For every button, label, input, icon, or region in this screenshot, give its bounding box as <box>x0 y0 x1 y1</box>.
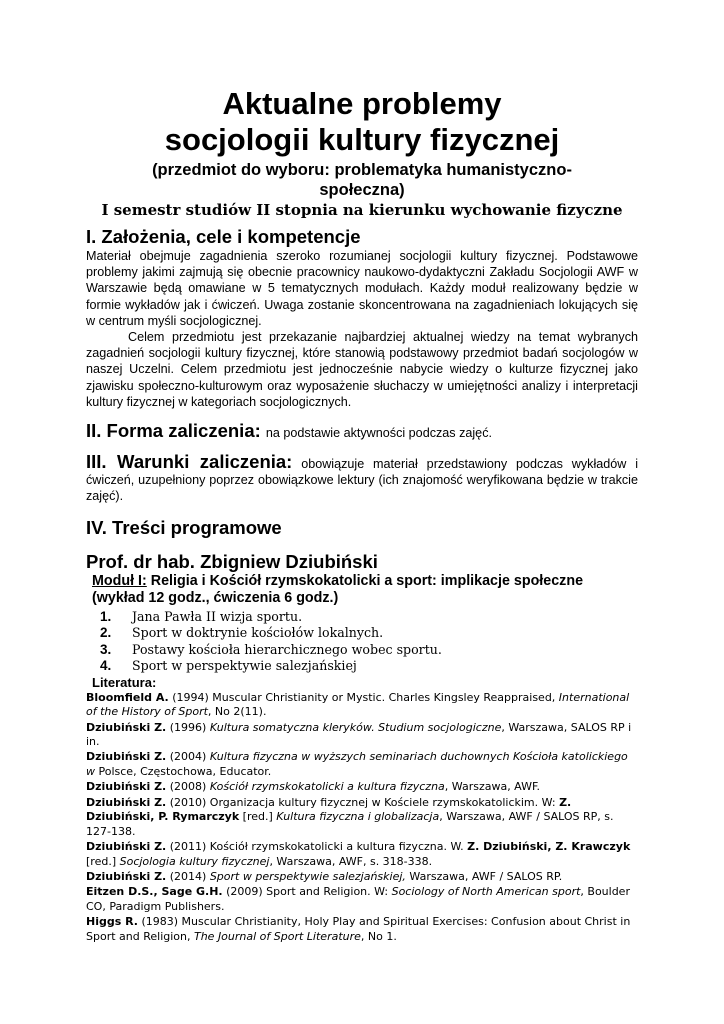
reference-text: Polsce, Częstochowa, Educator. <box>95 765 272 779</box>
topic-number: 4. <box>100 658 112 674</box>
reference-author: Dziubiński Z. <box>86 720 167 734</box>
section-4-heading: IV. Treści programowe <box>86 516 282 538</box>
topic-text: Postawy kościoła hierarchicznego wobec sportu. <box>132 641 442 657</box>
reference-title: Kościół rzymskokatolicki a kultura fizyczna <box>209 780 445 794</box>
reference-title: The Journal of Sport Literature <box>193 929 361 943</box>
topic-list <box>86 609 638 675</box>
module-hours: (wykład 12 godz., ćwiczenia 6 godz.) <box>92 589 339 606</box>
section-3 <box>86 451 638 505</box>
reference-text: (2009) Sport and Religion. W: <box>222 885 392 899</box>
reference-text: (2004) <box>166 750 210 764</box>
topic-text: Jana Pawła II wizja sportu. <box>132 608 303 624</box>
section-1-paragraph-1: Materiał obejmuje zagadnienia szeroko rozumianej socjologii kultury fizycznej. Podstawowe problemy jakimi zajmują się obecnie pracownicy naukowo-dydaktyczni Zakładu Socjologii AWF w Warszawie będą omawiane w 5 tematycznych modułach. Każdy moduł realizowany będzie w formie wykładów jak i ćwiczeń. Uwaga zostanie skoncentrowana na zagadnieniach lokujących się w centrum myśli socjologicznej. <box>86 249 638 328</box>
reference-entry <box>86 870 638 885</box>
reference-text: , No 2(11). <box>207 705 267 719</box>
section-2-text: na podstawie aktywności podczas zajęć. <box>265 426 492 441</box>
reference-title: Sociology of North American sport <box>391 885 581 899</box>
topic-item <box>100 642 638 659</box>
reference-entry <box>86 796 638 840</box>
semester-line: I semestr studiów II stopnia na kierunku wychowanie fizyczne <box>101 201 623 219</box>
reference-entry <box>86 780 638 795</box>
module-title <box>92 573 638 590</box>
reference-author: Dziubiński Z. <box>86 780 167 794</box>
reference-entry <box>86 885 638 914</box>
title-line-2: socjologii kultury fizycznej <box>164 122 560 157</box>
topic-text: Sport w doktrynie kościołów lokalnych. <box>132 625 384 641</box>
reference-author: Higgs R. <box>86 915 138 929</box>
section-2-heading: II. Forma zaliczenia: <box>86 420 261 442</box>
reference-author: Dziubiński Z. <box>86 870 167 884</box>
reference-author: Eitzen D.S., Sage G.H. <box>86 885 223 899</box>
module-label: Moduł I: <box>92 572 147 589</box>
section-1-heading: I. Założenia, cele i kompetencje <box>86 226 361 247</box>
reference-title: Socjologia kultury fizycznej <box>119 854 270 868</box>
reference-text: (2014) <box>166 870 210 884</box>
document-title <box>86 86 638 158</box>
reference-text: [red.] <box>239 810 277 824</box>
reference-entry <box>86 691 638 720</box>
module-name: Religia i Kościół rzymskokatolicki a sport: implikacje społeczne <box>150 572 584 589</box>
topic-number: 1. <box>100 608 112 624</box>
reference-text: , Warszawa, AWF. <box>444 780 541 794</box>
reference-author: Dziubiński Z. <box>86 840 167 854</box>
subtitle-line-2: społeczna) <box>319 181 405 199</box>
topic-text: Sport w perspektywie salezjańskiej <box>132 658 357 674</box>
reference-entry <box>86 915 638 944</box>
author-heading: Prof. dr hab. Zbigniew Dziubiński <box>86 550 378 572</box>
reference-text: (1996) <box>166 720 210 734</box>
topic-item <box>100 625 638 642</box>
reference-text: , No 1. <box>360 929 397 943</box>
reference-list <box>86 691 638 945</box>
reference-text: (2010) Organizacja kultury fizycznej w Kościele rzymskokatolickim. W: <box>166 795 560 809</box>
reference-entry <box>86 721 638 750</box>
reference-title: Kultura fizyczna i globalizacja <box>276 810 440 824</box>
reference-text: , Warszawa, AWF / SALOS RP, s. 127-138. <box>86 810 614 838</box>
section-3-heading: III. Warunki zaliczenia: <box>86 451 293 473</box>
literature-heading: Literatura: <box>92 674 157 690</box>
reference-text: , Boulder CO, Paradigm Publishers. <box>86 885 630 913</box>
reference-entry <box>86 840 638 869</box>
reference-title: Kultura somatyczna kleryków. Studium socjologiczne <box>209 720 502 734</box>
topic-item <box>100 658 638 675</box>
reference-author: Dziubiński Z. <box>86 750 167 764</box>
subtitle <box>86 160 638 200</box>
section-1-paragraph-2: Celem przedmiotu jest przekazanie najbardziej aktualnej wiedzy na temat wybranych zagadnień socjologii kultury fizycznej, które stanowią podstawowy przedmiot badań socjologów w naszej Uczelni. Celem przedmiotu jest jednocześnie nabycie wiedzy o kulturze fizycznej jako zjawisku społeczno-kulturowym oraz wyposażenie słuchaczy w umiejętności analizy i interpretacji kultury fizycznej w kategoriach socjologicznych. <box>86 330 638 409</box>
reference-author: Bloomfield A. <box>86 690 169 704</box>
reference-title: Kultura fizyczna w wyższych seminariach duchownych Kościoła katolickiego w <box>86 750 628 779</box>
topic-item <box>100 609 638 626</box>
reference-text: [red.] <box>86 854 120 868</box>
section-2 <box>86 420 638 442</box>
subtitle-line-1: (przedmiot do wyboru: problematyka humanistyczno- <box>152 161 572 179</box>
reference-text: , Warszawa, SALOS RP i in. <box>86 720 632 749</box>
reference-text: (2008) <box>166 780 210 794</box>
reference-entry <box>86 750 638 779</box>
reference-author: Dziubiński Z. <box>86 795 167 809</box>
reference-text: (1994) Muscular Christianity or Mystic. Charles Kingsley Reappraised, <box>168 690 559 704</box>
reference-title: International of the History of Sport <box>86 690 630 719</box>
reference-text: , Warszawa, AWF, s. 318-338. <box>269 854 433 868</box>
reference-text: (2011) Kościół rzymskokatolicki a kultura fizyczna. W. <box>166 840 468 854</box>
section-3-text: obowiązuje materiał przedstawiony podczas wykładów i ćwiczeń, uzupełniony poprzez obowiązkowe lektury (ich znajomość weryfikowana będzie w trakcie zajęć). <box>86 457 638 504</box>
reference-text: Warszawa, AWF / SALOS RP. <box>405 870 563 884</box>
topic-number: 2. <box>100 625 112 641</box>
reference-editors: Z. Dziubiński, Z. Krawczyk <box>467 840 631 854</box>
document-page <box>86 86 638 945</box>
reference-editors: Z. Dziubiński, P. Rymarczyk <box>86 795 572 824</box>
topic-number: 3. <box>100 641 112 657</box>
reference-text: (1983) Muscular Christianity, Holy Play and Spiritual Exercises: Confusion about Christ in Sport and Religion, <box>86 915 631 943</box>
reference-title: Sport w perspektywie salezjańskiej, <box>209 870 406 884</box>
title-line-1: Aktualne problemy <box>222 86 502 121</box>
